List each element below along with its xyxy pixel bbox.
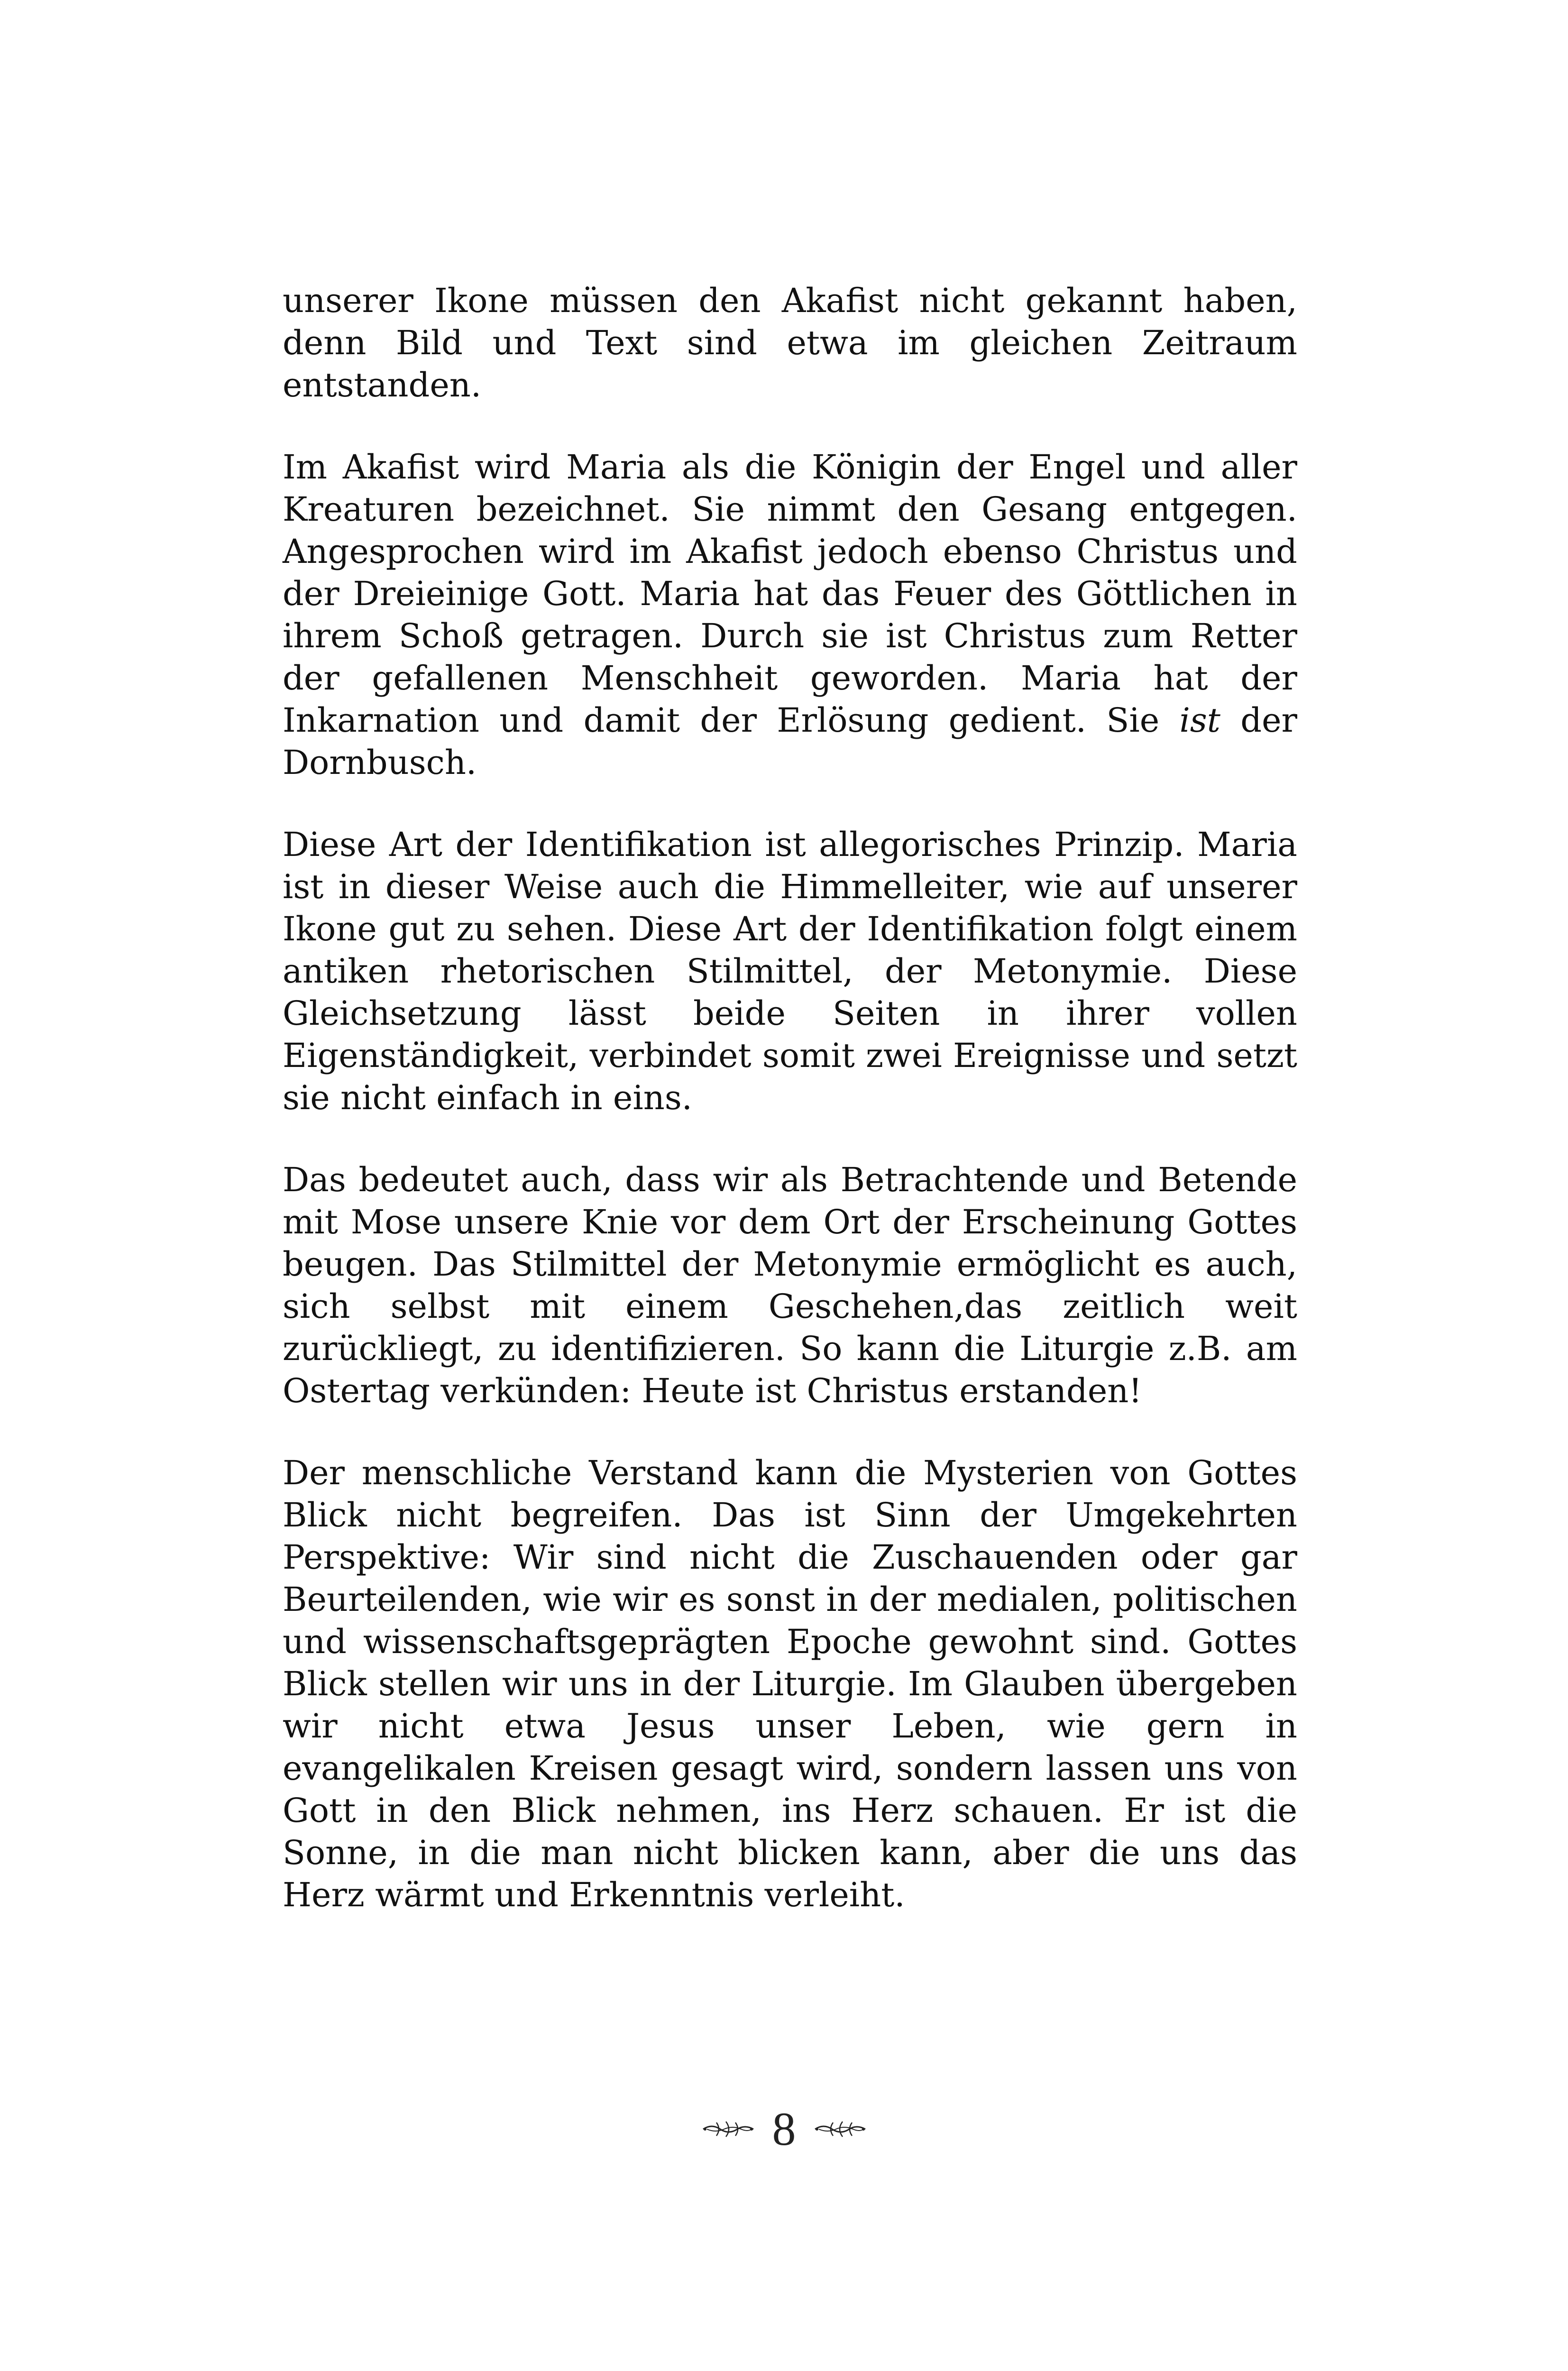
paragraph-2-text-end: der Dornbusch. [283,701,1297,782]
paragraph-3-text: Diese Art der Identifikation ist allegorisches Prinzip. Maria ist in dieser Weise auch die Himmelleiter, wie auf unserer Ikone gut zu sehen. Diese Art der Identifikation folgt einem antiken rhetorischen Stilmittel, der Metonymie. Diese Gleichsetzung lässt beide Seiten in ihrer vollen Eigenständigkeit, verbindet somit zwei Ereignisse und setzt sie nicht einfach in eins. [283,825,1297,1117]
paragraph-2-text: Im Akafist wird Maria als die Königin der Engel und aller Kreaturen bezeichnet. Sie nimmt den Gesang entgegen. Angesprochen wird im Akafist jedoch ebenso Christus und der Dreieinige Gott. Maria hat das Feuer des Göttlichen in ihrem Schoß getragen. Durch sie ist Christus zum Retter der gefallenen Menschheit geworden. Maria hat der Inkarnation und damit der Erlösung gedient. Sie [283,448,1297,740]
page-footer [0,2098,1568,2160]
paragraph-5 [283,1452,1297,1916]
paragraph-1 [283,280,1297,406]
paragraph-2-emphasis: ist [1179,701,1220,740]
paragraph-4-text: Das bedeutet auch, dass wir als Betrachtende und Betende mit Mose unsere Knie vor dem Ort der Erscheinung Gottes beugen. Das Stilmittel der Metonymie ermöglicht es auch, sich selbst mit einem Geschehen,das zeitlich weit zurückliegt, zu identifizieren. So kann die Liturgie z.B. am Ostertag verkünden: Heute ist Christus erstanden! [283,1160,1297,1410]
paragraph-2 [283,446,1297,784]
paragraph-4 [283,1159,1297,1412]
paragraph-1-text: unserer Ikone müssen den Akafist nicht gekannt haben, denn Bild und Text sind etwa im gleichen Zeitraum entstanden. [283,281,1297,404]
flourish-ornament-icon [702,2119,754,2140]
paragraph-3 [283,824,1297,1119]
paragraph-5-text: Der menschliche Verstand kann die Mysterien von Gottes Blick nicht begreifen. Das ist Sinn der Umgekehrten Perspektive: Wir sind nicht die Zuschauenden oder gar Beurteilenden, wie wir es sonst in der medialen, politischen und wissenschaftsgeprägten Epoche gewohnt sind. Gottes Blick stellen wir uns in der Liturgie. Im Glauben übergeben wir nicht etwa Jesus unser Leben, wie gern in evangelikalen Kreisen gesagt wird, sondern lassen uns von Gott in den Blick nehmen, ins Herz schauen. Er ist die Sonne, in die man nicht blicken kann, aber die uns das Herz wärmt und Erkenntnis verleiht. [283,1453,1297,1914]
flourish-ornament-icon [814,2119,866,2140]
page-number: 8 [772,2103,796,2155]
body-text [283,280,1297,1956]
